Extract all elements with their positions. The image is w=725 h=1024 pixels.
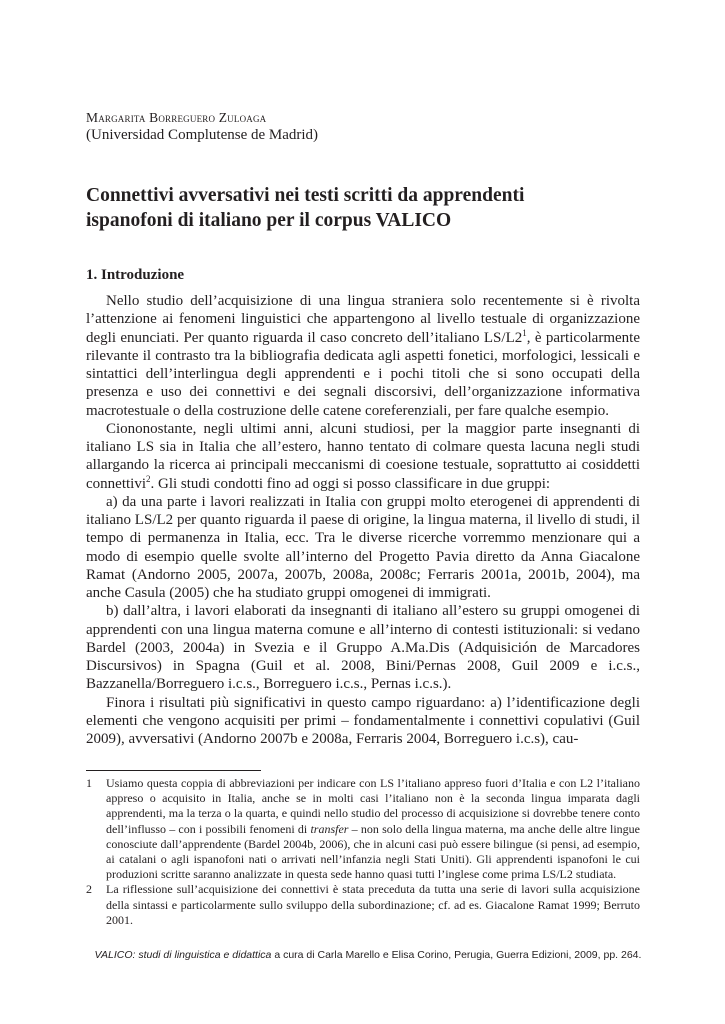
paragraph-4: b) dall’altra, i lavori elaborati da insegnanti di italiano all’estero su gruppi omogenei di apprendenti con una lingua materna comune e all’interno di contesti istituzionali: si vedano Bardel (2003, 2004a) in Svezia e il Gruppo A.Ma.Dis (Adquisición de Marcadores Discursivos) in Spagna (Guil et al. 2008, Bini/Pernas 2008, Guil 2009 e i.c.s., Bazzanella/Borreguero i.c.s., Borreguero i.c.s., Pernas i.c.s.). <box>86 603 640 693</box>
title-line-2: ispanofoni di italiano per il corpus VALICO <box>86 210 452 231</box>
paragraph-5: Finora i risultati più significativi in questo campo riguardano: a) l’identificazione degli elementi che vengono acquisiti per primi – fondamentalmente i connettivi copulativi (Guil 2009), avversativi (Andorno 2007b e 2008a, Ferraris 2004, Borreguero i.c.s), cau- <box>86 694 640 747</box>
series-title: VALICO: studi di linguistica e didattica <box>94 949 272 961</box>
footnote-ref-1[interactable]: 1 <box>522 327 527 338</box>
paragraph-1: Nello studio dell’acquisizione di una lingua straniera solo recentemente si è rivolta l’attenzione ai fenomeni linguistici che appartengono al livello testuale di organizzazione degli enunciati. Per quanto riguarda il caso concreto dell’italiano $LS/L2^1$, è particolarmente rilevante il contrasto tra la bibliografia dedicata agli aspetti fonetici, morfologici, lessicali e sintattici dell’interlingua degli apprendenti e i pochi titoli che si sono occupati della presenza e uso dei connettivi e dei segnali discorsivi, dell’organizzazione informativa macrotestuale o della costruzione delle catene coreferenziali, per fare qualche esempio. <box>86 293 640 419</box>
section-heading: 1. Introduzione <box>86 267 185 283</box>
footnote-number: 1 <box>86 776 92 790</box>
paragraph-3: a) da una parte i lavori realizzati in Italia con gruppi molto eterogenei di apprendenti di italiano LS/L2 per quanto riguarda il paese di origine, la lingua materna, il livello di studi, il tempo di permanenza in Italia, ecc. Tra le diverse ricerche vorremmo menzionare qui a modo di esempio quelle svolte all’interno del Progetto Pavia diretto da Anna Giacalone Ramat (Andorno 2005, 2007a, 2007b, 2008a, 2008c; Ferraris 2001a, 2001b, 2004), ma anche Casula (2005) che ha studiato gruppi omogenei di immigrati. <box>86 493 640 601</box>
footnote-ref-2[interactable]: 2 <box>146 473 151 484</box>
paragraph-2: Ciononostante, negli ultimi anni, alcuni studiosi, per la maggior parte insegnanti di italiano LS sia in Italia che all’estero, hanno tentato di colmare questa lacuna negli studi allargando la ricerca ai principali meccanismi di coesione testuale, soprattutto ai cosiddetti connettivi$^2$. Gli studi condotti fino ad oggi si posso classificare in due gruppi: <box>86 420 640 492</box>
page-footer: VALICO: studi di linguistica e didattica a cura di Carla Marello e Elisa Corino, Perugia, Guerra Edizioni, 2009, pp. 264. <box>94 949 642 961</box>
author-name: Margarita Borreguero Zuloaga <box>86 110 267 125</box>
footnote-number: 2 <box>86 882 92 897</box>
footnote-2: 2 La riflessione sull’acquisizione dei connettivi è stata preceduta da tutta una serie di lavori sulla acquisizione della sintassi e particolarmente sullo sviluppo della subordinazione; cf. ad es. Giacalone Ramat 1999; Berruto 2001. <box>86 882 640 927</box>
author-affiliation: (Universidad Complutense de Madrid) <box>86 127 319 143</box>
body-text <box>86 292 640 748</box>
footnotes <box>86 776 640 928</box>
title-line-1: Connettivi avversativi nei testi scritti da apprendenti <box>86 185 525 206</box>
footnote-1: 1 Usiamo questa coppia di abbreviazioni per indicare con LS l’italiano appreso fuori d’Italia e con L2 l’italiano appreso o acquisito in Italia, anche se in molti casi l’italiano non è la seconda lingua imparata dagli apprendenti, ma la terza o la quarta, e quindi nello studio del processo di acquisizione si dovrebbe tenere conto dell’influsso – con i possibili fenomeni di transfer – non solo della lingua materna, ma anche delle altre lingue conosciute dall’apprendente (Bardel 2004b, 2006), che in alcuni casi può essere bilingue (si pensi, ad esempio, ai catalani o agli ispanofoni nati o arrivati nell’infanzia negli Stati Uniti). Gli apprendenti ispanofoni le cui produzioni scritte saranno analizzate in questa sede hanno quasi tutti l’inglese come prima LS/L2 studiata. <box>86 776 641 882</box>
footnote-separator <box>86 770 261 771</box>
paper-title <box>86 183 640 233</box>
